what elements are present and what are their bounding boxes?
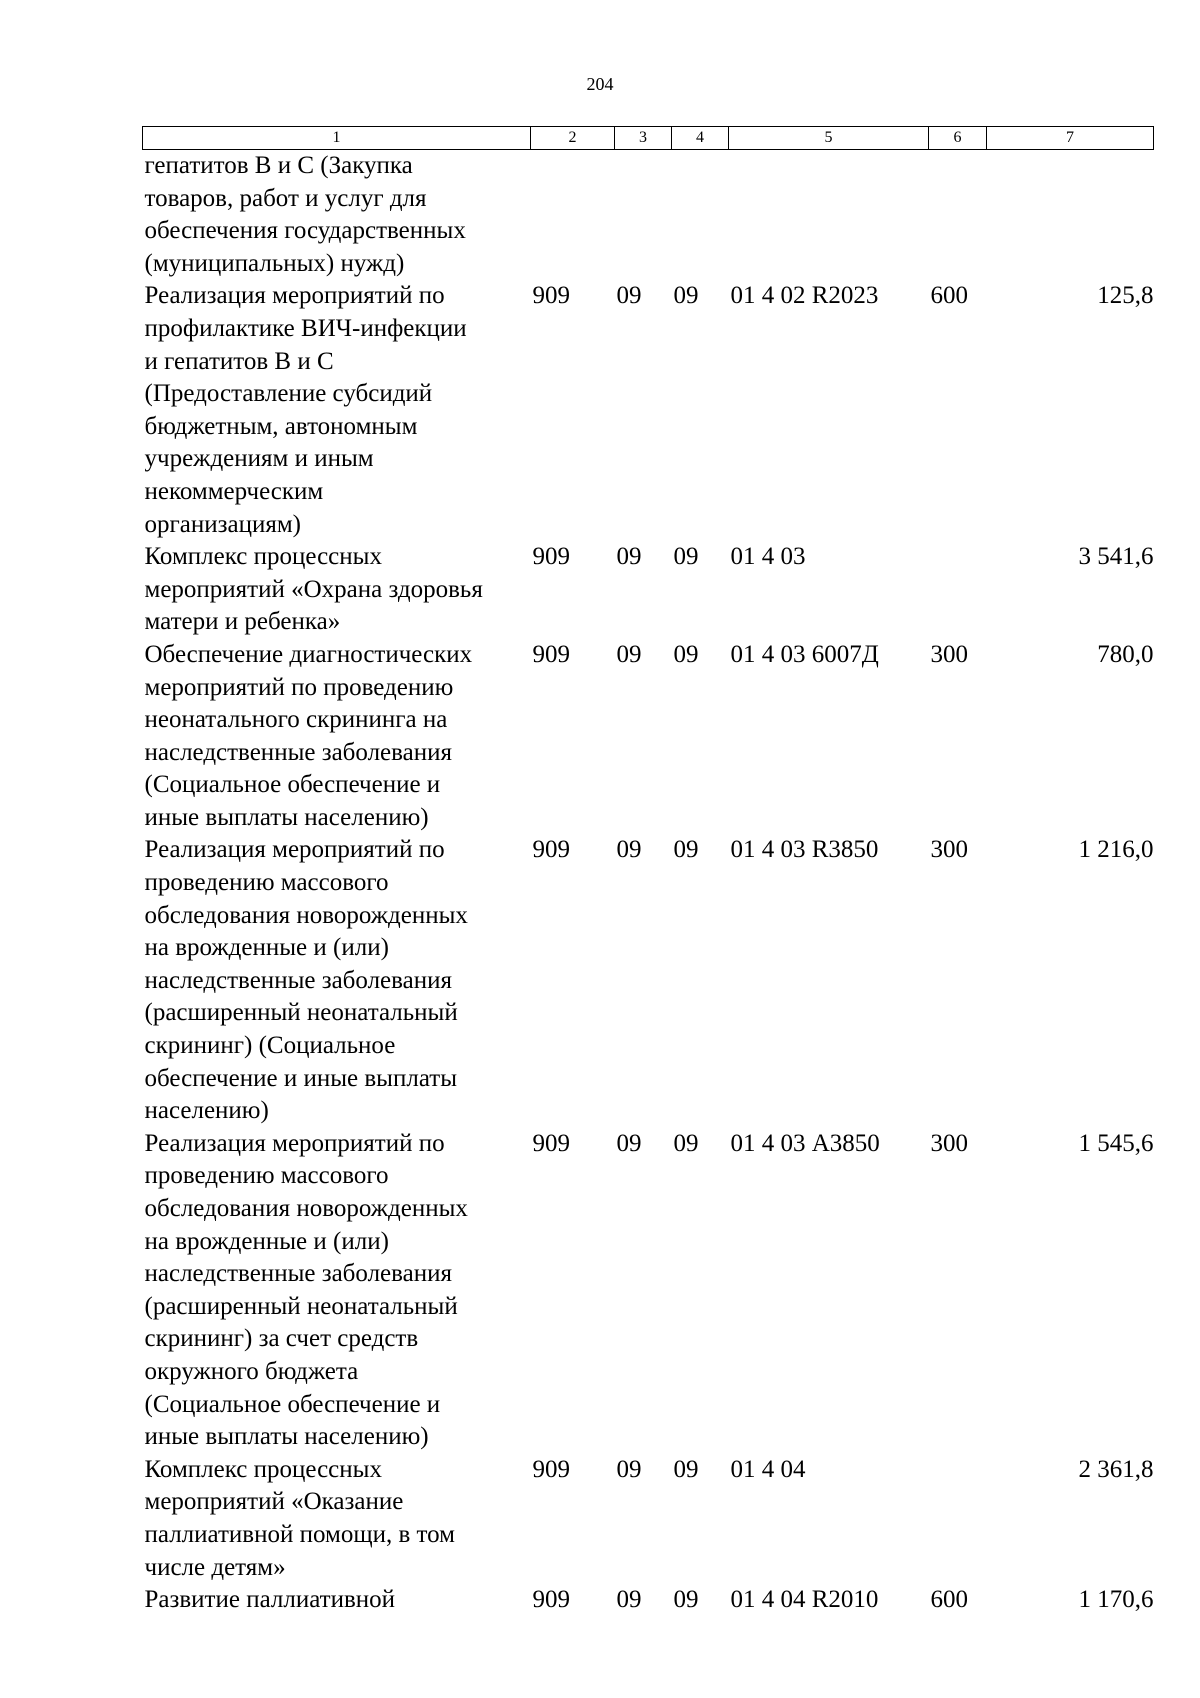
row-expense-type: 300	[930, 640, 968, 668]
row-subsection: 09	[673, 836, 699, 864]
row-section: 09	[616, 1129, 642, 1157]
row-amount: 1 170,6	[1078, 1586, 1154, 1614]
row-target-article	[729, 150, 929, 281]
row-amount: 780,0	[1097, 640, 1154, 668]
header-col-3: 3	[615, 127, 672, 150]
row-description: Реализация мероприятий по проведению массового обследования новорожденных на врожденные и (или) наследственные заболевания (расширенный неонатальный скрининг) (Социальное обеспечение и иные выплаты населению)	[144, 836, 468, 1125]
row-target-article: 01 4 03 R3850	[730, 836, 879, 864]
row-section: 09	[616, 1586, 642, 1614]
header-col-1: 1	[143, 127, 531, 150]
row-expense-type: 600	[930, 282, 968, 310]
row-subsection: 09	[673, 1586, 699, 1614]
row-target-article: 01 4 03 6007Д	[730, 640, 879, 668]
row-description: Реализация мероприятий по профилактике ВИЧ-инфекции и гепатитов В и С (Предоставление субсидий бюджетным, автономным учреждениям и иным некоммерческим организациям)	[144, 282, 467, 538]
row-ved: 909	[532, 1455, 570, 1483]
row-amount: 2 361,8	[1078, 1455, 1154, 1483]
row-description: гепатитов В и С (Закупка товаров, работ и услуг для обеспечения государственных (муниципальных) нужд)	[144, 152, 466, 277]
row-subsection: 09	[673, 1455, 699, 1483]
row-subsection: 09	[673, 640, 699, 668]
header-col-4: 4	[672, 127, 729, 150]
table-row	[143, 1454, 1154, 1584]
row-description: Развитие паллиативной	[144, 1586, 396, 1614]
row-amount: 125,8	[1097, 282, 1154, 310]
row-ved: 909	[532, 640, 570, 668]
row-section: 09	[616, 836, 642, 864]
row-ved	[531, 150, 615, 281]
row-target-article: 01 4 02 R2023	[730, 282, 879, 310]
row-amount	[987, 150, 1154, 281]
row-subsection: 09	[673, 282, 699, 310]
header-col-6: 6	[929, 127, 987, 150]
row-target-article: 01 4 03	[730, 543, 806, 571]
row-section: 09	[616, 543, 642, 571]
table-header	[143, 127, 1154, 150]
row-expense-type	[929, 541, 987, 639]
row-section: 09	[616, 1455, 642, 1483]
table-row	[143, 834, 1154, 1127]
row-subsection	[672, 150, 729, 281]
table-row	[143, 150, 1154, 281]
page-number: 204	[586, 74, 614, 94]
row-expense-type: 300	[930, 836, 968, 864]
header-col-2: 2	[531, 127, 615, 150]
header-col-5: 5	[729, 127, 929, 150]
row-section: 09	[616, 640, 642, 668]
budget-table	[142, 126, 1154, 1617]
row-expense-type	[929, 150, 987, 281]
row-target-article: 01 4 04 R2010	[730, 1586, 879, 1614]
header-row	[143, 127, 1154, 150]
row-ved: 909	[532, 1129, 570, 1157]
row-amount: 1 545,6	[1078, 1129, 1154, 1157]
row-expense-type: 600	[930, 1586, 968, 1614]
table-row	[143, 1584, 1154, 1617]
row-amount: 3 541,6	[1078, 543, 1154, 571]
row-expense-type: 300	[930, 1129, 968, 1157]
row-amount: 1 216,0	[1078, 836, 1154, 864]
row-ved: 909	[532, 543, 570, 571]
row-target-article: 01 4 04	[730, 1455, 806, 1483]
table-row	[143, 639, 1154, 835]
row-subsection: 09	[673, 543, 699, 571]
table-row	[143, 541, 1154, 639]
row-target-article: 01 4 03 А3850	[730, 1129, 880, 1157]
row-section	[615, 150, 672, 281]
row-expense-type	[929, 1454, 987, 1584]
table-row	[143, 280, 1154, 541]
row-subsection: 09	[673, 1129, 699, 1157]
table-row	[143, 1128, 1154, 1454]
row-description: Комплекс процессных мероприятий «Охрана здоровья матери и ребенка»	[144, 543, 483, 636]
row-ved: 909	[532, 836, 570, 864]
row-ved: 909	[532, 1586, 570, 1614]
row-section: 09	[616, 282, 642, 310]
row-ved: 909	[532, 282, 570, 310]
table-body	[143, 150, 1154, 1617]
header-col-7: 7	[987, 127, 1154, 150]
row-description: Обеспечение диагностических мероприятий по проведению неонатального скрининга на наследственные заболевания (Социальное обеспечение и иные выплаты населению)	[144, 640, 473, 831]
row-description: Комплекс процессных мероприятий «Оказание паллиативной помощи, в том числе детям»	[144, 1455, 455, 1581]
row-description: Реализация мероприятий по проведению массового обследования новорожденных на врожденные и (или) наследственные заболевания (расширенный неонатальный скрининг) за счет средств окружного бюджета (Социальное обеспечение и иные выплаты населению)	[144, 1129, 468, 1451]
